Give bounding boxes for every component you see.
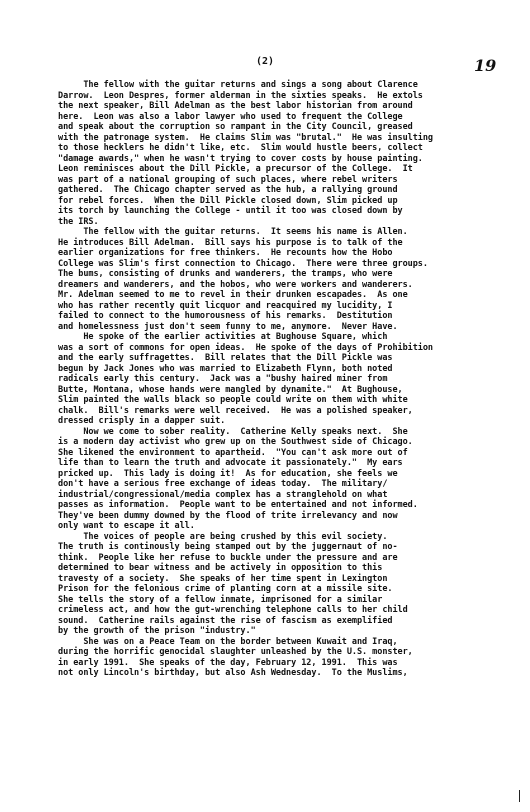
page-number: (2)	[255, 56, 275, 67]
text-line: in early 1991. She speaks of the day, February 12, 1991. This was	[58, 657, 398, 668]
text-line: The truth is continously being stamped out by the juggernaut of no-	[58, 542, 398, 552]
text-line: Butte, Montana, whose hands were mangled by dynamite." At Bughouse,	[58, 384, 403, 395]
text-line: The fellow with the guitar returns. It seems his name is Allen.	[58, 227, 408, 237]
text-line: pricked up. This lady is doing it! As for education, she feels we	[58, 468, 398, 479]
text-line: was a sort of commons for open ideas. He spoke of the days of Prohibition	[58, 342, 433, 353]
text-line: don't have a serious free exchange of ideas today. The military/	[58, 479, 388, 489]
text-line: and homelessness just don't seem funny to me, anymore. Never Have.	[58, 321, 398, 332]
text-line: to those hecklers he didn't like, etc. Slim would hustle beers, collect	[58, 143, 423, 153]
text-line: the IRS.	[58, 216, 99, 227]
text-line: College was Slim's first connection to Chicago. There were three groups.	[58, 258, 428, 269]
text-line: travesty of a society. She speaks of her time spent in Lexington	[58, 573, 388, 584]
typewritten-text-body	[58, 80, 502, 679]
text-line: gathered. The Chicago chapter served as the hub, a rallying ground	[58, 185, 398, 195]
text-line: crimeless act, and how the gut-wrenching telephone calls to her child	[58, 605, 408, 615]
text-line: She tells the story of a fellow inmate, imprisoned for a similar	[58, 594, 383, 605]
text-line: earlier organizations for free thinkers. He recounts how the Hobo	[58, 248, 393, 258]
text-line: He introduces Bill Adelman. Bill says his purpose is to talk of the	[58, 237, 403, 248]
text-line: industrial/congressional/media complex has a stranglehold on what	[58, 489, 388, 500]
text-line: The voices of people are being crushed by this evil society.	[58, 531, 388, 542]
text-line: think. People like her refuse to buckle under the pressure and are	[58, 552, 398, 563]
text-line: was part of a national grouping of such places, where rebel writers	[58, 174, 398, 185]
text-line: chalk. Bill's remarks were well received. He was a polished speaker,	[58, 405, 413, 416]
text-line: and speak about the corruption so rampant in the City Council, greased	[58, 122, 413, 132]
handwritten-page-number: 19	[474, 56, 497, 75]
text-line: dreamers and wanderers, and the hobos, who were workers and wanderers.	[58, 279, 413, 290]
text-line: determined to bear witness and be actively in opposition to this	[58, 563, 383, 573]
text-line: for rebel forces. When the Dill Pickle closed down, Slim picked up	[58, 195, 398, 206]
text-line: Leon reminisces about the Dill Pickle, a precursor of the College. It	[58, 164, 413, 174]
text-line: and the early suffragettes. Bill relates that the Dill Pickle was	[58, 353, 393, 363]
text-line: passes as information. People want to be entertained and not informed.	[58, 500, 418, 510]
text-line: dressed crisply in a dapper suit.	[58, 416, 226, 426]
text-line: here. Leon was also a labor lawyer who used to frequent the College	[58, 111, 403, 122]
text-line: failed to connect to the humorousness of his remarks. Destitution	[58, 311, 393, 321]
text-line: "damage awards," when he wasn't trying to cover costs by house painting.	[58, 153, 423, 164]
text-line: Mr. Adelman seemed to me to revel in their drunken escapades. As one	[58, 290, 408, 300]
text-line: not only Lincoln's birthday, but also Ash Wednesday. To the Muslims,	[58, 668, 408, 678]
text-line: He spoke of the earlier activities at Bughouse Square, which	[58, 332, 388, 342]
text-line: radicals early this century. Jack was a "bushy haired miner from	[58, 374, 388, 384]
text-line: by the growth of the prison "industry."	[58, 626, 256, 636]
page-edge-mark	[519, 790, 520, 802]
text-line: life than to learn the truth and advocate it passionately." My ears	[58, 458, 403, 468]
text-line: with the patronage system. He claims Slim was "brutal." He was insulting	[58, 132, 433, 143]
text-line: is a modern day activist who grew up on the Southwest side of Chicago.	[58, 437, 413, 447]
text-line: She likened the environment to apartheid. "You can't ask more out of	[58, 447, 408, 458]
text-line: The bums, consisting of drunks and wanderers, the tramps, who were	[58, 269, 393, 279]
text-line: The fellow with the guitar returns and sings a song about Clarence	[58, 80, 418, 90]
text-line: the next speaker, Bill Adelman as the best labor historian from around	[58, 101, 413, 111]
text-line: begun by Jack Jones who was married to Elizabeth Flynn, both noted	[58, 363, 393, 374]
text-line: its torch by launching the College - until it too was closed down by	[58, 206, 403, 216]
text-line: sound. Catherine rails against the rise of fascism as exemplified	[58, 615, 393, 626]
text-line: Prison for the felonious crime of planting corn at a missile site.	[58, 584, 393, 594]
text-line: They've been dummy downed by the flood of trite irrelevancy and now	[58, 510, 398, 521]
text-line: Darrow. Leon Despres, former alderman in the sixties speaks. He extols	[58, 90, 423, 101]
text-line: Slim painted the walls black so people could write on them with white	[58, 395, 408, 405]
text-line: Now we come to sober reality. Catherine Kelly speaks next. She	[58, 426, 408, 437]
text-line: She was on a Peace Team on the border between Kuwait and Iraq,	[58, 636, 398, 647]
text-line: who has rather recently quit licquor and reacquired my lucidity, I	[58, 300, 393, 311]
text-line: during the horrific genocidal slaughter unleashed by the U.S. monster,	[58, 647, 413, 657]
text-line: only want to escape it all.	[58, 521, 195, 531]
